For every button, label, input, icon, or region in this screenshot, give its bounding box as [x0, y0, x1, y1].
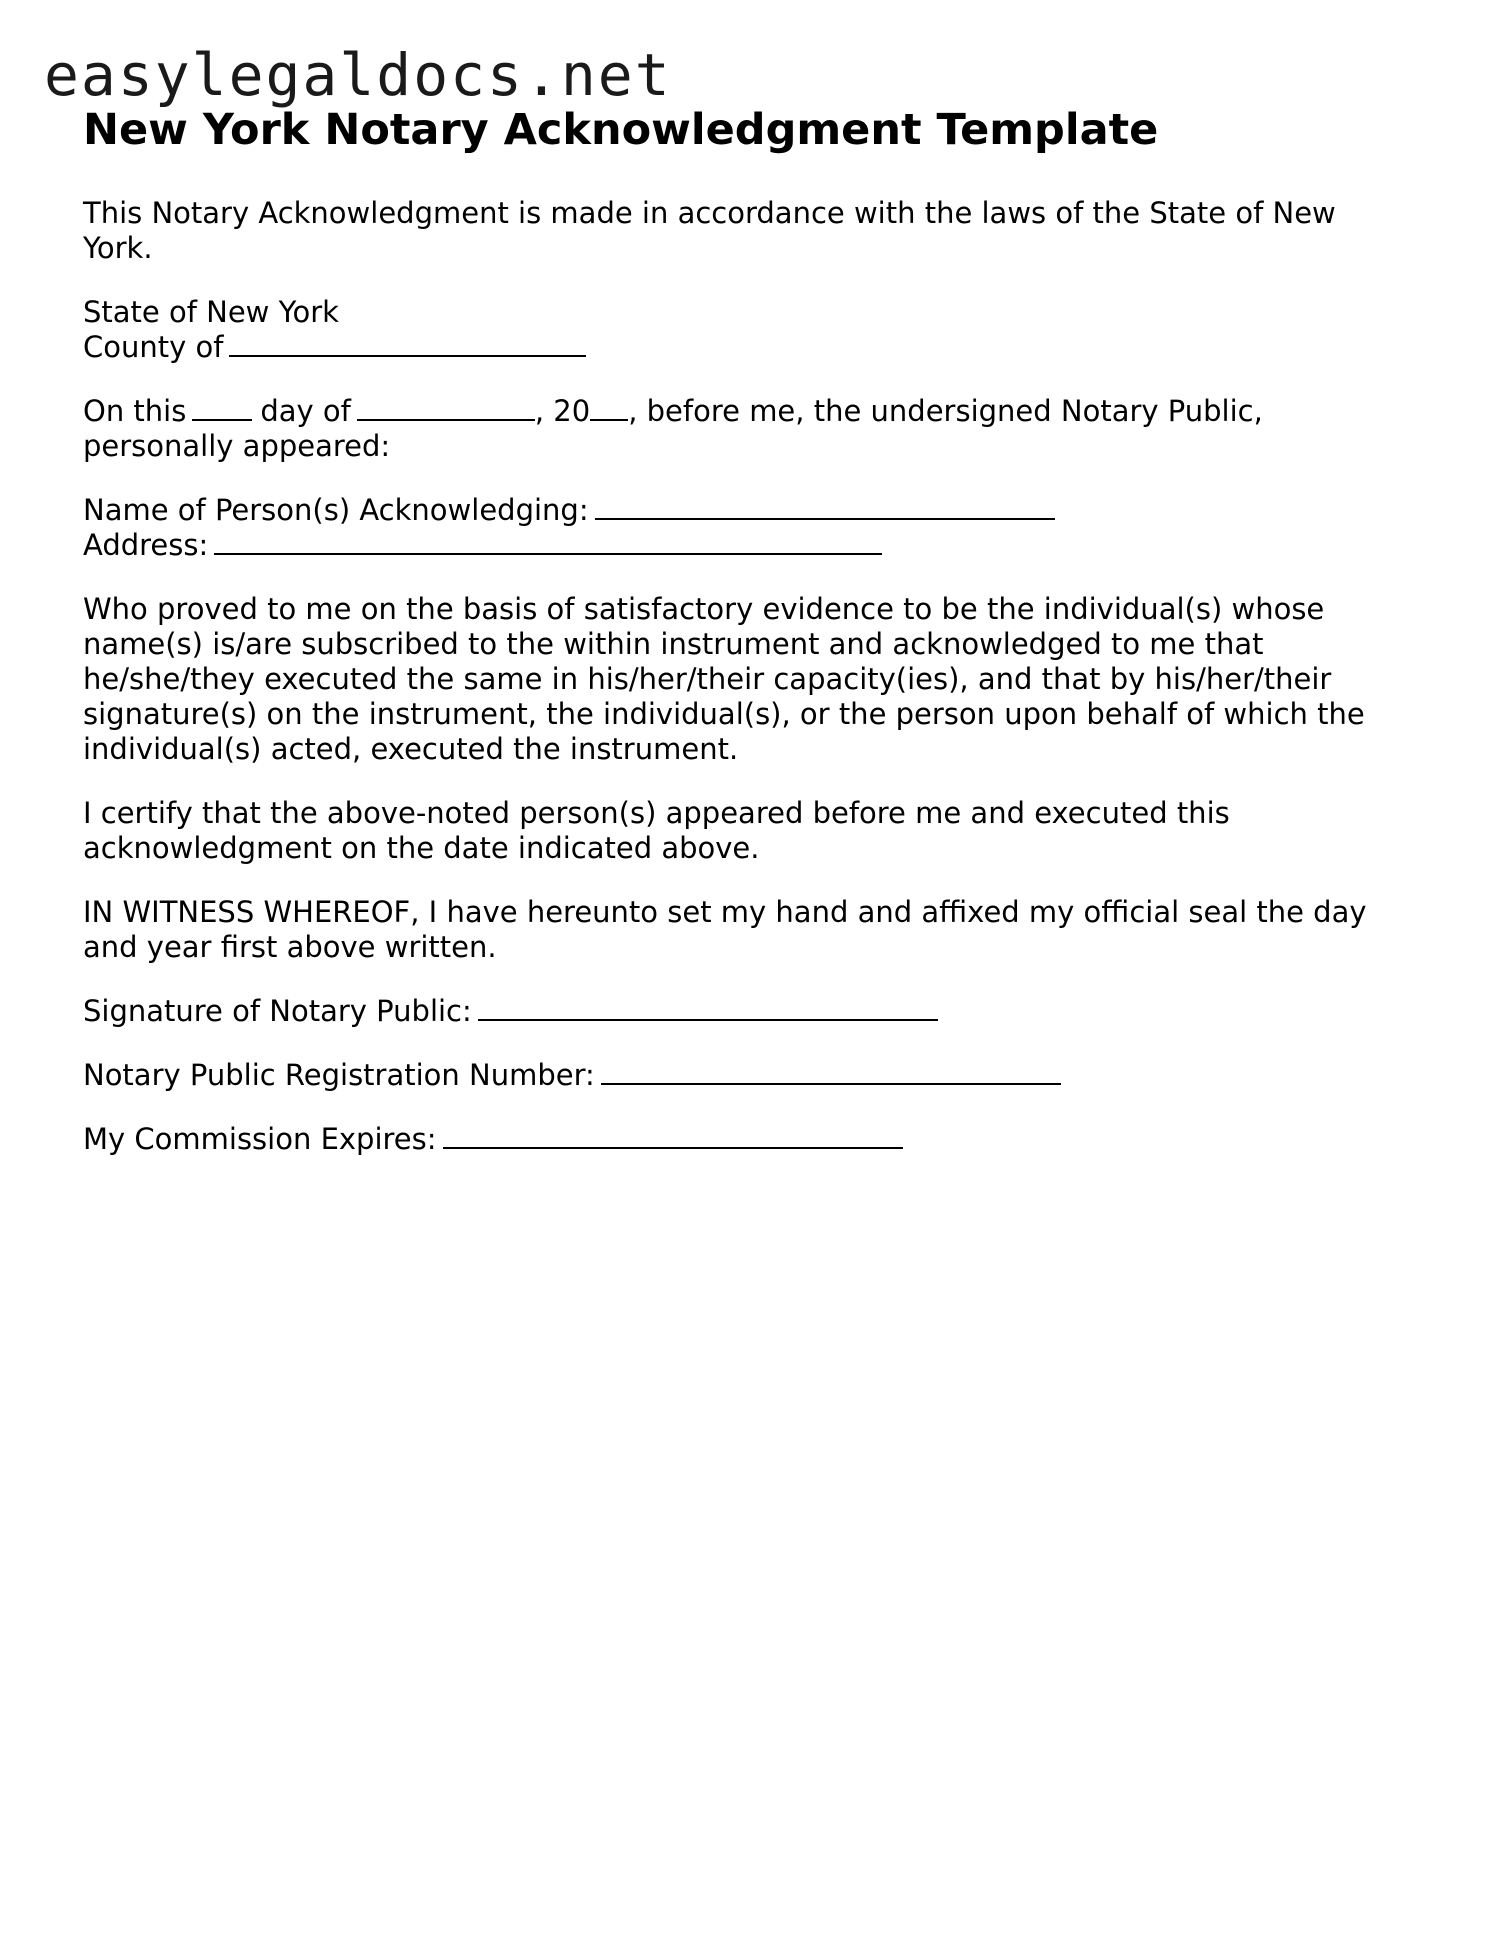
county-blank[interactable] [229, 354, 586, 357]
document-page [83, 104, 1413, 1186]
county-label: County of [83, 330, 224, 364]
proof-paragraph: Who proved to me on the basis of satisfactory evidence to be the individual(s) whose name(s) is/are subscribed to the within instrument and acknowledged to me that he/she/they executed the same in his/her/their capacity(ies), and that by his/her/their signature(s) on the instrument, the individual(s), or the person upon behalf of which the individual(s) acted, executed the instrument. [83, 592, 1365, 766]
name-line [83, 493, 1413, 528]
signature-line [83, 994, 1413, 1029]
state-line: State of New York [83, 295, 339, 329]
day-blank[interactable] [192, 418, 252, 421]
certify-paragraph: I certify that the above-noted person(s) appeared before me and executed this acknowledgment on the date indicated above. [83, 796, 1230, 865]
county-line [83, 330, 1413, 365]
person-block [83, 493, 1413, 563]
commission-label: My Commission Expires: [83, 1122, 437, 1156]
date-rest-text: , before me, the undersigned Notary Public, personally appeared: [83, 394, 1263, 463]
month-blank[interactable] [357, 418, 535, 421]
venue-block [83, 295, 1413, 365]
witness-paragraph: IN WITNESS WHEREOF, I have hereunto set my hand and affixed my official seal the day and year first above written. [83, 895, 1367, 964]
name-label: Name of Person(s) Acknowledging: [83, 493, 589, 527]
commission-blank[interactable] [443, 1146, 903, 1149]
address-line [83, 528, 1413, 563]
commission-line [83, 1122, 1413, 1157]
intro-paragraph: This Notary Acknowledgment is made in accordance with the laws of the State of New York. [83, 196, 1336, 265]
registration-blank[interactable] [601, 1082, 1061, 1085]
date-paragraph [83, 394, 1413, 464]
watermark-logo: easylegaldocs.net [44, 41, 672, 109]
year-prefix-text: , 20 [534, 394, 591, 428]
signature-label: Signature of Notary Public: [83, 994, 472, 1028]
name-blank[interactable] [595, 517, 1055, 520]
day-of-text: day of [260, 394, 351, 428]
document-title: New York Notary Acknowledgment Template [83, 105, 1159, 155]
registration-label: Notary Public Registration Number: [83, 1058, 595, 1092]
address-blank[interactable] [214, 552, 882, 555]
registration-line [83, 1058, 1413, 1093]
signature-blank[interactable] [478, 1018, 938, 1021]
address-label: Address: [83, 528, 209, 562]
on-this-text: On this [83, 394, 187, 428]
year-blank[interactable] [590, 418, 628, 421]
